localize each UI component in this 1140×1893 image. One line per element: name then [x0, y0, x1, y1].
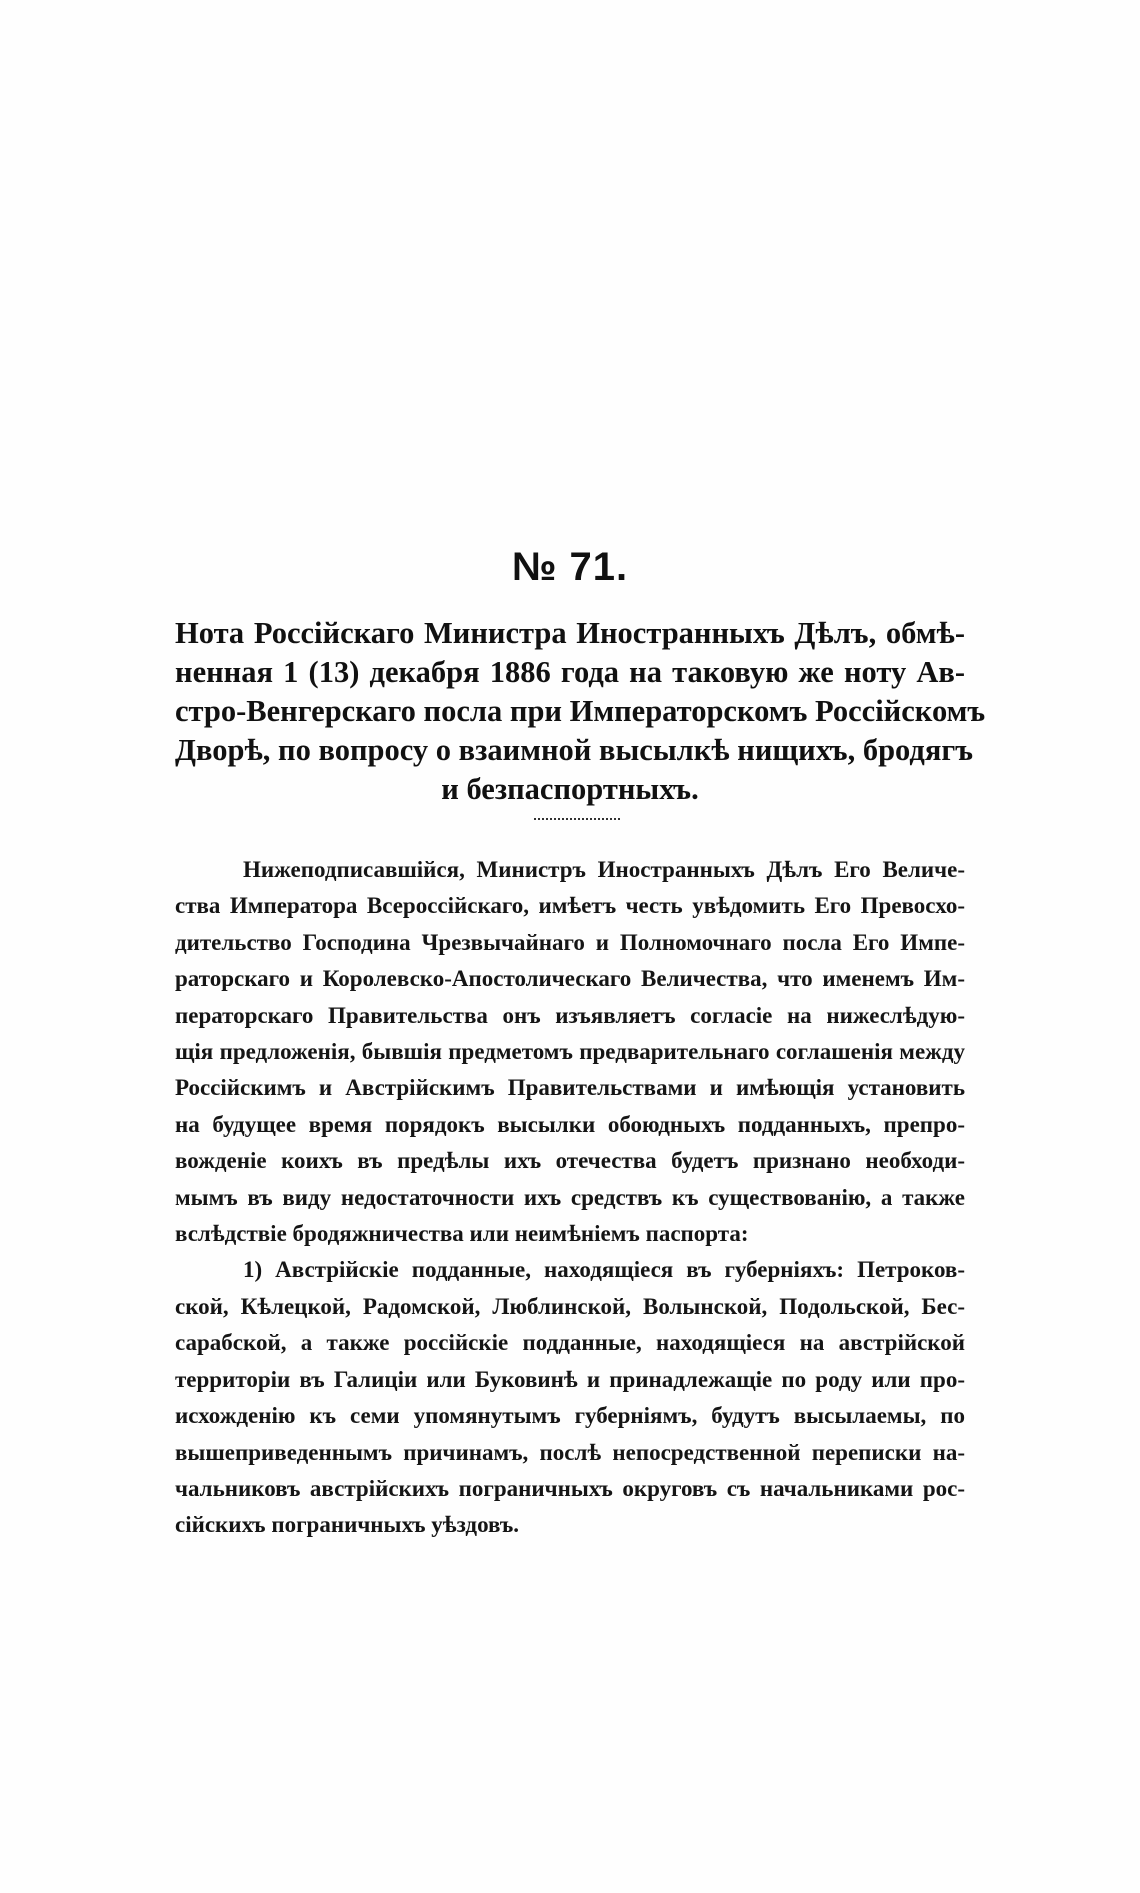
title-line: стро-Венгерскаго посла при Императорскомъ Россійскомъ: [175, 694, 986, 728]
body-line: вслѣдствіе бродяжничества или неимѣніемъ паспорта:: [175, 1221, 749, 1247]
body-line: сарабской, а также россійскіе подданные, находящіеся на австрійской: [175, 1330, 965, 1356]
body-line: Россійскимъ и Австрійскимъ Правительствами и имѣющія установить: [175, 1075, 965, 1101]
body-line: на будущее время порядокъ высылки обоюдныхъ подданныхъ, препро-: [175, 1111, 965, 1137]
paragraph-1: [175, 852, 965, 1252]
document-number: № 71.: [511, 545, 629, 589]
document-body: [175, 852, 965, 1544]
title-line: Нота Россійскаго Министра Иностранныхъ Дѣлъ, обмѣ-: [175, 616, 965, 650]
body-line: дительство Господина Чрезвычайнаго и Полномочнаго посла Его Импе-: [175, 929, 965, 955]
title-line: и безпаспортныхъ.: [441, 772, 699, 806]
title-line: ненная 1 (13) декабря 1886 года на таковую же ноту Ав-: [175, 655, 965, 689]
decorative-divider: [534, 818, 620, 820]
body-line: исхожденію къ семи упомянутымъ губерніямъ, будутъ высылаемы, по: [175, 1403, 965, 1429]
body-line: ской, Кѣлецкой, Радомской, Люблинской, Волынской, Подольской, Бес-: [175, 1293, 965, 1319]
body-line: территоріи въ Галиціи или Буковинѣ и принадлежащіе по роду или про-: [175, 1366, 965, 1392]
paragraph-2: [175, 1252, 965, 1543]
body-line: ператорскаго Правительства онъ изъявляетъ согласіе на нижеслѣдую-: [175, 1002, 965, 1028]
body-line: ства Императора Всероссійскаго, имѣетъ честь увѣдомить Его Превосхо-: [175, 893, 965, 919]
document-title: [175, 614, 986, 809]
body-line: вожденіе коихъ въ предѣлы ихъ отечества будетъ признано необходи-: [175, 1148, 965, 1174]
body-line: вышеприведеннымъ причинамъ, послѣ непосредственной переписки на-: [175, 1439, 965, 1465]
body-line: сійскихъ пограничныхъ уѣздовъ.: [175, 1512, 520, 1538]
body-line: 1) Австрійскіе подданные, находящіеся въ губерніяхъ: Петроков-: [243, 1257, 965, 1283]
body-line: щія предложенія, бывшія предметомъ предварительнаго соглашенія между: [175, 1039, 965, 1065]
title-line: Дворѣ, по вопросу о взаимной высылкѣ нищихъ, бродягъ: [175, 733, 973, 767]
body-line: раторскаго и Королевско-Апостолическаго Величества, что именемъ Им-: [175, 966, 965, 992]
body-line: мымъ въ виду недостаточности ихъ средствъ къ существованію, а также: [175, 1184, 965, 1210]
body-line: Нижеподписавшійся, Министръ Иностранныхъ Дѣлъ Его Величе-: [243, 857, 965, 882]
body-line: чальниковъ австрійскихъ пограничныхъ округовъ съ начальниками рос-: [175, 1475, 965, 1501]
